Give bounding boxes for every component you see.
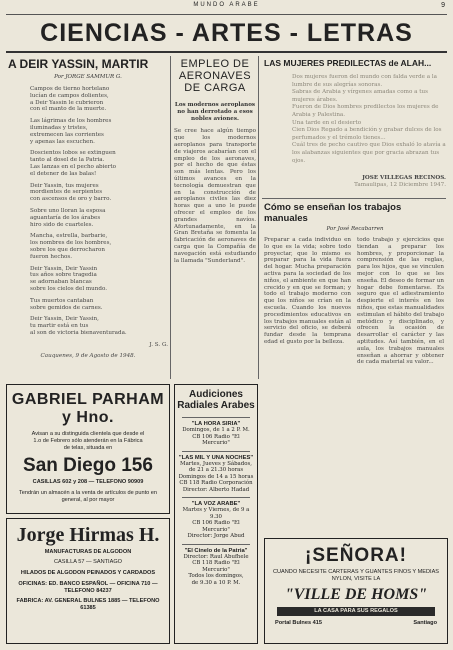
- ad-phones: CASILLAS 602 y 208 — TELEFONO 90909: [32, 479, 144, 485]
- article-title: LAS MUJERES PREDILECTAS de ALAH...: [264, 58, 432, 68]
- ad-line: 1.o de Febrero sólo atenderán en la Fábrica: [33, 438, 143, 444]
- radio-program-name: "LAS MIL Y UNA NOCHES": [178, 454, 254, 461]
- ad-offices: OFICINAS: ED. BANCO ESPAÑOL — OFICINA 710 — TELEFONO 84237: [18, 581, 158, 594]
- ad-city: Santiago: [413, 620, 437, 626]
- ad-store-name: "VILLE DE HOMS": [284, 586, 428, 603]
- poem-stanza: Tus muertos cantaban sobre gemidos de carnes.: [30, 297, 103, 311]
- column-divider: [170, 56, 171, 379]
- section-banner: CIENCIAS - ARTES - LETRAS: [6, 14, 447, 53]
- radio-program: [178, 451, 254, 493]
- radio-divider: [182, 497, 250, 498]
- ad-subtitle: MANUFACTURAS DE ALGODON: [44, 549, 132, 555]
- ad-factory: FABRICA: AV. GENERAL BULNES 1885 — TELEFONO 61385: [16, 598, 160, 611]
- poem-stanza: Deir Yassin, Deir Yassin tus años sobre tragedia se adornaban blancas sobre los cielos del mundo.: [30, 265, 108, 292]
- ad-text: CUANDO NECESITE CARTERAS Y GUANTES FINOS Y MEDIAS NYLON, VISITE LA: [272, 569, 440, 582]
- article-byline: Por JORGE SAMMUR G.: [54, 74, 122, 80]
- poem-dateline: Tamaulipas, 12 Diciembre 1947.: [354, 181, 446, 188]
- poem-stanza: Mancha, estrella, barbarie, los nombres de los hombres, sobre los que derrocharon fueron hechos.: [30, 233, 112, 260]
- article-mujeres: [264, 58, 446, 189]
- ad-line: Avisan a su distinguida clientela que desde el: [31, 431, 145, 437]
- ad-title: ¡SEÑORA!: [305, 545, 407, 566]
- ad-jorge-hirmas: [6, 518, 170, 644]
- radio-program-name: "El Cinelo de la Patria": [184, 547, 248, 554]
- article-title: Cómo se enseñan los trabajos manuales: [264, 202, 402, 224]
- poem-stanza: Doscientos lobos se extinguen tanto al dosel de la Patria. Las lanzas en el pecho abierto el detener de las balas!: [30, 150, 117, 177]
- article-byline: Por José Recabarren: [326, 226, 384, 232]
- magazine-header: MUNDO ARABE: [193, 2, 260, 8]
- column-divider: [258, 56, 259, 379]
- section-divider: [262, 198, 446, 199]
- radio-program-list: [175, 417, 257, 586]
- poem-body: Dos mujeres fueron del mundo con falda verde a la lumbre de sus alegrías sonoras. Sabras de Arabia y vírgenes amadas como a tus mujeres árabes. Fueron de Dios hombres predilectos los mujeres de Arabia y Palestina. Una tarde en el desierto Cien Dios Regado a bendición y grabar dulces de los perfumados y el trémolo tienes... Cuál tres de pecho cautivo que Dios exhaló lo atavía a los alabanzas siguientes que por gracia abrazan tus ojos.: [292, 74, 446, 164]
- article-subtitle: Los modernos aeroplanos no han derrotado a esos nobles aviones.: [174, 102, 256, 122]
- ad-line: de telas, situada en: [63, 445, 113, 451]
- ad-street: San Diego 156: [23, 455, 153, 476]
- poem-dateline: Cauquenes, 9 de Agosto de 1948.: [40, 352, 136, 359]
- ad-audiciones-radiales: [174, 384, 258, 644]
- article-aeronaves: [174, 58, 256, 264]
- radio-divider: [182, 544, 250, 545]
- ad-tagline: LA CASA PARA SUS REGALOS: [277, 607, 435, 616]
- poem-stanza: Deir Yassin, tus mujeres mordientes de serpientes con ascensos de oro y barro.: [30, 182, 112, 203]
- article-body: Se cree hace algún tiempo que los modernos aeroplanos para transporte de viajeros acabarían con el empleo de los aeronaves, por el hecho de que éstas son más lentas. Pero los últimos avances en la tecnología demuestran que en la construcción de aeroplanos civiles las diez horas que a uno le puede ofrecer el empleo de los grandes navíos. Afortunadamente, en la Gran Bretaña se fomenta la fabricación de aeronaves de carga que la Compañía de navegación está estudiando la llamada "Sunderland".: [174, 128, 256, 264]
- poem-signature: JOSE VILLEGAS RECINOS.: [362, 175, 446, 182]
- radio-program-detail: Martes y Viernes, de 9 a 9.30 CB 106 Radio "El Mercurio" Director: Jorge Abud: [182, 507, 250, 540]
- radio-program-name: "LA HORA SIRIA": [191, 421, 241, 427]
- ad-title: Jorge Hirmas H.: [16, 524, 160, 546]
- article-title: A DEIR YASSIN, MARTIR: [8, 57, 149, 71]
- poem-signature: J. S. G.: [149, 341, 168, 348]
- poem-body: [8, 86, 168, 337]
- radio-program-detail: Director: Raul Abufhele CB 118 Radio "El Mercurio" Todos los domingos, de 9.30 a 10 P. M.: [183, 553, 249, 586]
- ad-senora: [264, 538, 448, 644]
- article-title: EMPLEO DE AERONAVES DE CARGA: [178, 58, 252, 94]
- ad-closing: Tendrán un almacén a la venta de artículos de punto en general, al por mayor: [18, 490, 158, 503]
- radio-program: [178, 417, 254, 447]
- poem-stanza: Sobre uno lloran la esposa aguantaría de los árabes hiro sido de cuarteles.: [30, 207, 106, 228]
- radio-program-detail: Martes, Jueves y Sábados, de 21 a 21.30 horas Domingos de 14 a 15 horas CB 118 Radio Corporación Director: Alberto Hadad: [178, 461, 254, 493]
- radio-program-name: "LA VOZ ARABE": [191, 501, 241, 508]
- radio-divider: [182, 451, 250, 452]
- article-column: Preparar a cada individuo en lo que es la vida; sobre todo proyectar, que lo mismo es preparar para la vida fuera del hogar. Mucha preparación activa para la sociedad de los niños, el ambiente en que han crecido y en que se forman; y todo el trabajo moderno con que los niños se crían en la escuela. Cuando los nuevos procedimientos educativos en los trabajos manuales están al servicio del oficio, se deberá fundar desde la temprana edad el gusto por la belleza.: [264, 237, 351, 345]
- ad-title: Audiciones Radiales Arabes: [177, 389, 255, 411]
- page-number: 9: [441, 2, 445, 9]
- article-trabajos: [264, 202, 446, 457]
- radio-divider: [182, 417, 250, 418]
- ad-products: HILADOS DE ALGODON PEINADOS Y CARDADOS: [20, 570, 156, 576]
- poem-stanza: Campos de tierno hortelano lucían de campos dolientes, a Deir Yassin le cubrieron con el manto de la muerte.: [30, 86, 110, 113]
- poem-stanza: Las lágrimas de los hombres iluminadas y tristes, extremecen las corrientes y apenas las escuchen.: [30, 118, 112, 145]
- article-deir-yassin: [8, 58, 168, 359]
- ad-gabriel-parham: [6, 384, 170, 514]
- poem-stanza: Deir Yassin, Deir Yassin, tu martir está en tus al son de victoria bienaventurada.: [30, 316, 127, 336]
- ad-address: Portal Bulnes 415: [275, 620, 322, 626]
- ad-casilla: CASILLA 57 — SANTIAGO: [53, 559, 123, 565]
- radio-program-detail: Domingos, de 1 a 2 P. M. CB 106 Radio "El Mercurio": [182, 427, 250, 447]
- article-column: todo trabajo y ejercicios que tiendan a preparar los hombres, y proporcionar la comprensión de las reglas, para los hijos, que se vinculen mejor con lo que se les enseña. El deseo de formar un hogar debe fomentarse. Es seguro que el adiestramiento despierte el interés en los niños, que estas manualidades estimulan el hábito del trabajo metódico y disciplinado, y ofrecen la ocasión de desarrollar el carácter y las aptitudes. Así también, en el aula, los trabajos manuales enseñan a ahorrar y obtener de cada material su valor...: [357, 237, 444, 366]
- radio-program: [178, 544, 254, 586]
- radio-program: [178, 497, 254, 539]
- ad-title: GABRIEL PARHAM y Hno.: [11, 391, 165, 426]
